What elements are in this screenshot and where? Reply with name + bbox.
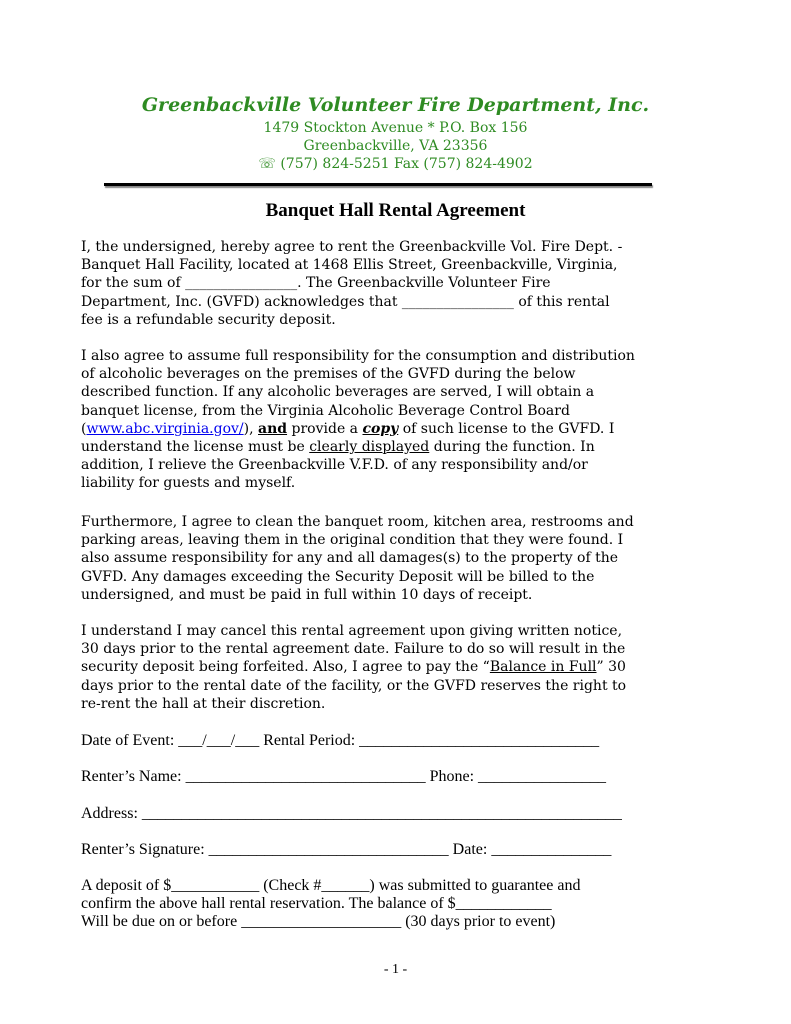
phone-fax-text: (757) 824-5251 Fax (757) 824-4902 xyxy=(275,156,533,172)
signature-date-field[interactable]: Renter’s Signature: ______________________________ Date: _______________ xyxy=(81,841,612,858)
document-title: Banquet Hall Rental Agreement xyxy=(265,200,526,221)
paragraph-line: also assume responsibility for any and all damages(s) to the property of the xyxy=(81,550,619,567)
address-field[interactable]: Address: ____________________________________________________________ xyxy=(81,805,622,822)
paragraph-line: for the sum of ________________. The Greenbackville Volunteer Fire xyxy=(81,275,551,292)
paragraph-line: addition, I relieve the Greenbackville V.F.D. of any responsibility and/or xyxy=(81,457,588,474)
page-number: - 1 - xyxy=(383,962,408,977)
paragraph-line: liability for guests and myself. xyxy=(81,475,296,492)
renter-name-phone-field[interactable]: Renter’s Name: ______________________________ Phone: ________________ xyxy=(81,768,607,785)
paragraph-line: of alcoholic beverages on the premises of the GVFD during the below xyxy=(81,366,576,383)
alcohol-responsibility-paragraph xyxy=(81,347,681,493)
paragraph-line: undersigned, and must be paid in full within 10 days of receipt. xyxy=(81,586,533,603)
emphasis-copy: copy xyxy=(362,420,399,437)
text-fragment: provide a xyxy=(287,420,363,437)
text-fragment: understand the license must be xyxy=(81,439,310,456)
organization-name: Greenbackville Volunteer Fire Department, Inc. xyxy=(141,94,650,116)
emphasis-clearly-displayed: clearly displayed xyxy=(309,439,430,456)
text-fragment: ( xyxy=(81,420,87,437)
paragraph-line: I, the undersigned, hereby agree to rent the Greenbackville Vol. Fire Dept. - xyxy=(81,239,623,255)
paragraph-line xyxy=(81,420,681,438)
paragraph-line: banquet license, from the Virginia Alcoholic Beverage Control Board xyxy=(81,402,570,419)
text-fragment: security deposit being forfeited. Also, I agree to pay the “ xyxy=(81,659,490,676)
text-fragment: ” 30 xyxy=(596,659,626,676)
cancellation-paragraph xyxy=(81,622,681,713)
paragraph-line: 30 days prior to the rental agreement date. Failure to do so will result in the xyxy=(81,641,626,658)
event-date-rental-period-field[interactable]: Date of Event: ___/___/___ Rental Period: ______________________________ xyxy=(81,732,600,749)
text-fragment: during the function. In xyxy=(429,439,595,456)
paragraph-line: GVFD. Any damages exceeding the Security Deposit will be billed to the xyxy=(81,568,595,585)
cleaning-damages-paragraph xyxy=(81,513,681,604)
paragraph-line: described function. If any alcoholic beverages are served, I will obtain a xyxy=(81,384,595,401)
header-divider xyxy=(104,183,652,186)
paragraph-line: re-rent the hall at their discretion. xyxy=(81,695,326,712)
abc-website-link[interactable]: www.abc.virginia.gov/ xyxy=(86,420,244,437)
paragraph-line: days prior to the rental date of the facility, or the GVFD reserves the right to xyxy=(81,677,627,694)
paragraph-line: fee is a refundable security deposit. xyxy=(81,311,336,328)
paragraph-line: Furthermore, I agree to clean the banquet room, kitchen area, restrooms and xyxy=(81,514,634,530)
due-date-line[interactable]: Will be due on or before ____________________ (30 days prior to event) xyxy=(81,913,556,930)
organization-address: 1479 Stockton Avenue * P.O. Box 156 xyxy=(263,120,528,136)
deposit-line[interactable]: A deposit of $___________ (Check #______) was submitted to guarantee and xyxy=(81,877,581,894)
paragraph-line: parking areas, leaving them in the original condition that they were found. I xyxy=(81,532,624,549)
organization-city: Greenbackville, VA 23356 xyxy=(303,138,488,154)
organization-phone-fax xyxy=(0,156,791,172)
text-fragment: of such license to the GVFD. I xyxy=(398,420,615,437)
emphasis-and: and xyxy=(258,420,288,437)
emphasis-balance-in-full: Balance in Full xyxy=(489,659,597,676)
paragraph-line xyxy=(81,658,681,676)
paragraph-line xyxy=(81,438,681,456)
balance-line[interactable]: confirm the above hall rental reservation. The balance of $____________ xyxy=(81,895,552,912)
paragraph-line: I also agree to assume full responsibility for the consumption and distribution xyxy=(81,348,635,364)
paragraph-line: I understand I may cancel this rental agreement upon giving written notice, xyxy=(81,623,623,639)
rental-terms-paragraph xyxy=(81,238,681,329)
text-fragment: ), xyxy=(243,420,259,437)
paragraph-line: Department, Inc. (GVFD) acknowledges that ________________ of this rental xyxy=(81,293,610,310)
telephone-icon: ☏ xyxy=(258,156,276,172)
paragraph-line: Banquet Hall Facility, located at 1468 Ellis Street, Greenbackville, Virginia, xyxy=(81,257,618,274)
